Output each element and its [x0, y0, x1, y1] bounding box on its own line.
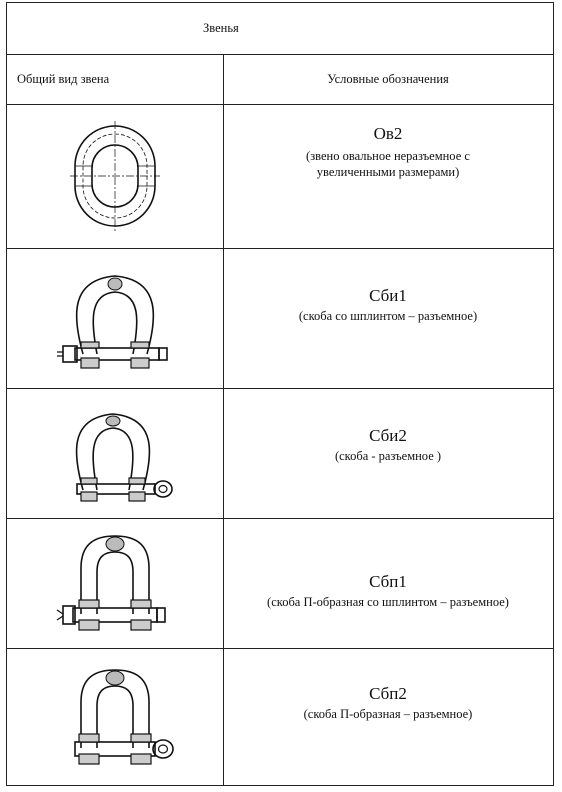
link-description: (скоба - разъемное )	[334, 449, 442, 463]
oval-link-icon	[70, 121, 160, 231]
link-code: Сбп1	[369, 572, 407, 591]
designation-cell	[223, 388, 553, 518]
designation-cell	[223, 104, 553, 248]
link-code: Ов2	[373, 124, 403, 143]
bow-shackle-cotter-icon	[55, 258, 175, 378]
link-image-cell	[7, 248, 223, 388]
link-code: Сби2	[369, 426, 407, 445]
link-image-cell	[7, 648, 223, 785]
links-table	[6, 2, 554, 786]
bow-shackle-eye-icon	[55, 398, 175, 508]
table-title: Звенья	[203, 21, 239, 35]
link-code: Сбп2	[369, 684, 407, 703]
link-description: увеличенными размерами)	[316, 165, 460, 179]
link-code: Сби1	[369, 286, 407, 305]
designation-cell	[223, 648, 553, 785]
link-description: (скоба П-образная – разъемное)	[303, 707, 473, 721]
link-description: (скоба П-образная со шплинтом – разъемное)	[267, 595, 509, 609]
d-shackle-eye-icon	[55, 662, 175, 772]
designation-cell	[223, 518, 553, 648]
link-description: (скоба со шплинтом – разъемное)	[298, 309, 478, 323]
column-header-general-view: Общий вид звена	[17, 71, 110, 86]
link-description: (звено овальное неразъемное с	[306, 149, 470, 163]
designation-cell	[223, 248, 553, 388]
column-header-designations: Условные обозначения	[327, 71, 449, 86]
link-image-cell	[7, 388, 223, 518]
link-image-cell	[7, 518, 223, 648]
link-image-cell	[7, 104, 223, 248]
d-shackle-cotter-icon	[55, 528, 175, 638]
